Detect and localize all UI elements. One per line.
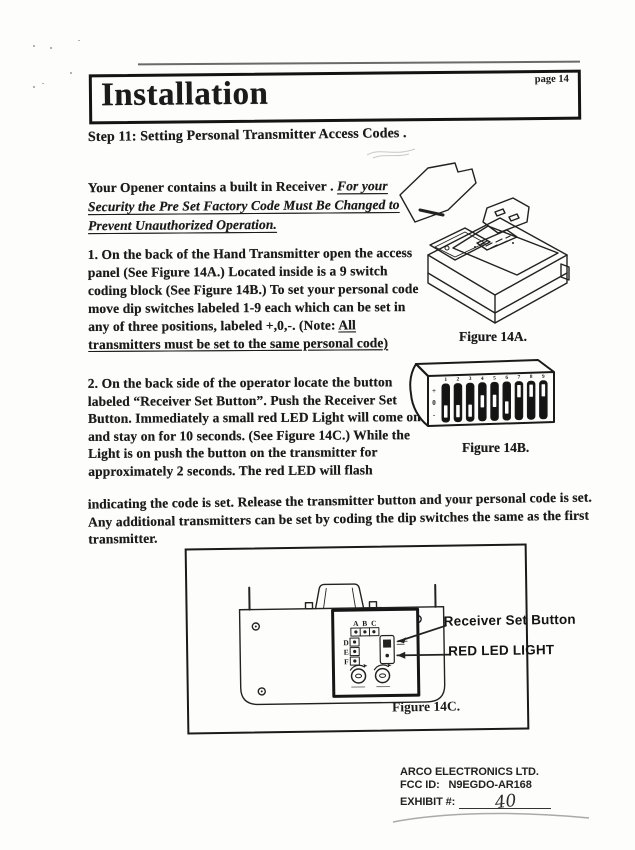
svg-text:3: 3 [468,376,472,383]
figure-14a-caption: Figure 14A. [459,329,527,344]
operator-back-figure [187,546,528,733]
instruction-1-underlined: All transmitters must be set to the same personal code) [88,317,389,353]
intro-emphasis-text: For your Security the Pre Set Factory Code Must Be Changed to Prevent Unauthorized Operation. [87,178,400,234]
svg-text:5: 5 [493,375,496,382]
page-title: Installation [100,75,269,114]
handwritten-exhibit-number: 40 [493,790,518,814]
company-name: ARCO ELECTRONICS LTD. [400,766,539,778]
terminal-label-f: F [343,657,349,667]
dip-switch-figure [406,358,558,438]
hand-transmitter-figure [395,160,580,332]
svg-text:4: 4 [480,375,484,382]
terminal-label-d: D [343,638,349,648]
scan-speck [42,83,44,84]
figure-14b-caption: Figure 14B. [462,440,530,455]
figure-14c-caption: Figure 14C. [391,698,461,715]
intro-normal-text: Your Opener contains a built in Receiver . [87,178,338,196]
position-zero-label: 0 [432,399,436,407]
intro-paragraph [88,176,421,235]
scan-speck [33,86,35,88]
scan-speck [33,45,35,47]
instruction-2: 2. On the back side of the operator locate the button labeled “Receiver Set Button”. Push the Receiver Set Button. Immediately a small red LED Light will come on and stay on for 10 seconds. (See Figure 14C.) While the Light is on push the button on the transmitter for approximately 2 seconds. The red LED will flash [87,374,421,479]
terminal-label-a: A [352,618,359,629]
instruction-2-continuation: indicating the code is set. Release the transmitter button and your personal code is set. Any additional transmitters can be set by coding the dip switches the same as the first transmitter. [87,489,592,547]
scan-speck [78,40,80,41]
position-plus-label: + [432,387,436,395]
fcc-exhibit-block [400,766,610,814]
scan-line [138,61,580,65]
step-heading: Step 11: Setting Personal Transmitter Access Codes . [87,126,407,146]
red-led-light-label: RED LED LIGHT [448,642,555,659]
header-box [89,70,581,125]
fcc-id-line [400,779,610,792]
pencil-scribble [365,143,420,161]
scan-speck [70,72,72,74]
terminal-label-c: C [370,618,377,628]
instruction-1-text: 1. On the back of the Hand Transmitter open the access panel (See Figure 14A.) Located inside is a 9 switch coding block (See Figure 14B.) To set your personal code move dip switches labeled 1-9 each which can be set in any of three positions, labeled +,0,-. (Note: [87,245,419,335]
page-number: page 14 [534,73,569,86]
transmitter-body-drawing [428,198,569,323]
figure-14c-box [185,543,576,734]
access-panel-cover-drawing [400,163,476,222]
svg-text:9: 9 [541,373,545,380]
exhibit-label: EXHIBIT #: [400,796,456,808]
terminal-panel-drawing [333,609,419,696]
dip-switch-position-labels [432,387,436,419]
terminal-label-e: E [343,647,349,657]
dip-switches [442,381,547,422]
svg-text:7: 7 [517,374,521,381]
position-minus-label: - [432,411,436,419]
receiver-set-button-label: Receiver Set Button [443,611,576,629]
instruction-1 [88,244,425,354]
scan-speck [50,47,52,49]
svg-text:2: 2 [456,376,460,383]
fcc-id-value: N9EGDO-AR168 [448,779,532,791]
svg-text:6: 6 [505,375,509,381]
page-curl-line [385,806,597,832]
svg-text:1: 1 [444,377,448,383]
terminal-label-b: B [362,618,368,628]
fcc-id-label: FCC ID: [400,779,440,791]
svg-text:8: 8 [529,374,533,381]
